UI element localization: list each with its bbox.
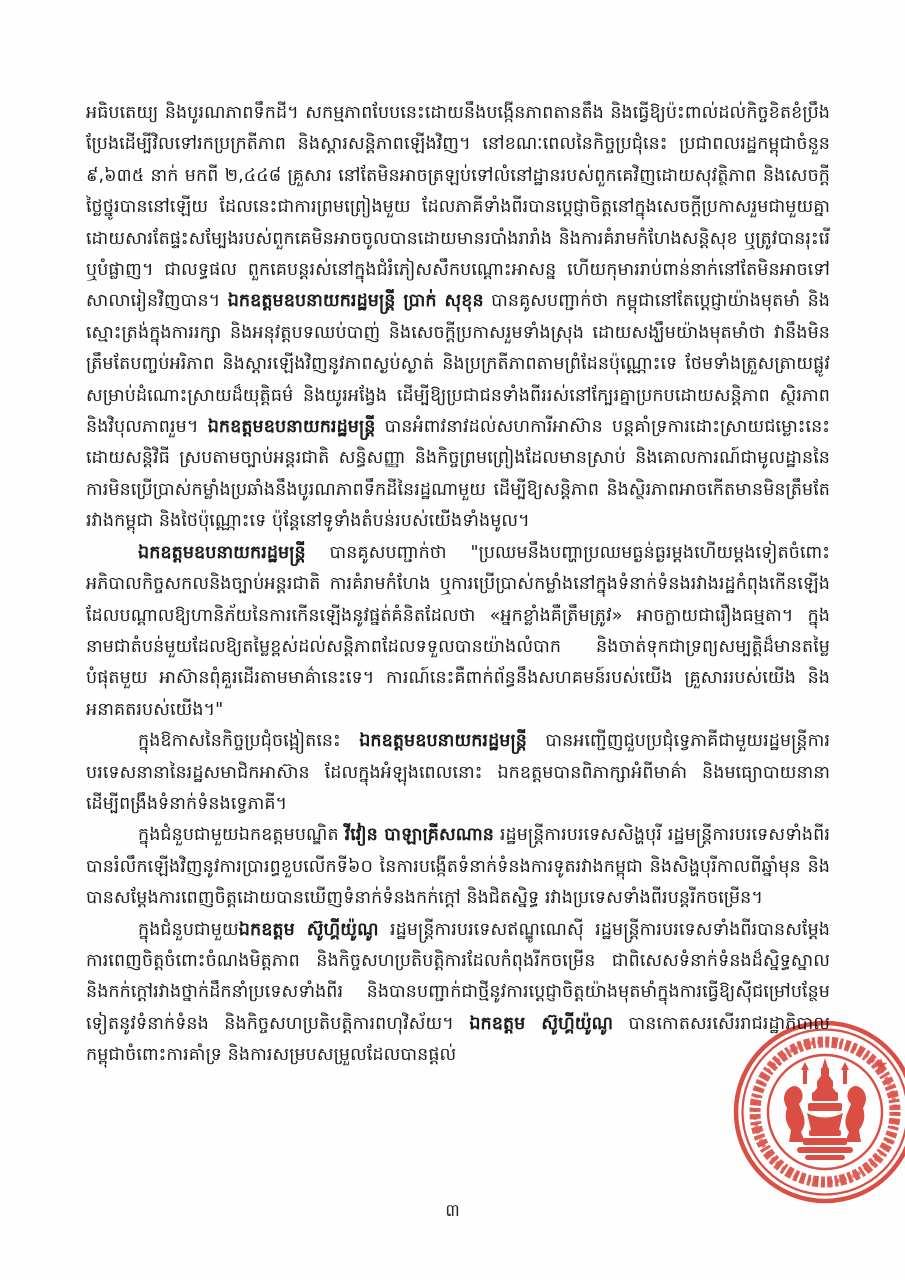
paragraph-1 [86,98,830,538]
text-segment: រដ្ឋមន្ត្រីការបរទេសឥណ្ឌូណេស៊ី រដ្ឋមន្ត្រីការបរទេសទាំងពីរបានសម្តែងការពេញចិត្តចំពោះចំណងមិត្តភាព និងកិច្ចសហប្រតិបត្តិការដែលកំពុងរីកចម្រើន ជាពិសេសទំនាក់ទំនងដ៏ស្និទ្ធស្នាល និងកក់ក្តៅរវាងថ្នាក់ដឹកនាំប្រទេសទាំងពីរ និងបានបញ្ជាក់ជាថ្មីនូវការប្តេជ្ញាចិត្តយ៉ាងមុតមាំក្នុងការធ្វើឱ្យស៊ីជម្រៅបន្ថែមទៀតនូវទំនាក់ទំនង និងកិច្ចសហប្រតិបត្តិការពហុវិស័យ។ [86,919,830,1034]
text-segment: បានកោតសរសើររាជរដ្ឋាភិបាលកម្ពុជាចំពោះការគាំទ្រ និងការសម្របសម្រួលដែលបានផ្តល់ [86,1013,830,1066]
text-segment: ក្នុងឱកាសនៃកិច្ចប្រជុំចង្អៀតនេះ [138,731,360,752]
document-body-text [86,98,830,1072]
paragraph-4 [86,820,830,914]
text-segment: បានអំពាវនាវដល់សហការីអាស៊ាន បន្តគាំទ្រការដោះស្រាយជម្លោះនេះដោយសន្តិវិធី ស្របតាមច្បាប់អន្តរជាតិ សន្ធិសញ្ញា និងកិច្ចព្រមព្រៀងដែលមានស្រាប់ និងគោលការណ៍ជាមូលដ្ឋាននៃការមិនប្រើប្រាស់កម្លាំងប្រឆាំងនឹងបូរណភាពទឹកដីនៃរដ្ឋណាមួយ ដើម្បីឱ្យសន្តិភាព និងស្ថិរភាពអាចកើតមានមិនត្រឹមតែរវាងកម្ពុជា និងថៃប៉ុណ្ណោះទេ ប៉ុន្តែនៅទូទាំងតំបន់របស់យើងទាំងមូល។ [86,417,830,532]
page-number: ៣ [445,1201,460,1221]
bold-name-segment: ឯកឧត្តមឧបនាយករដ្ឋមន្ត្រី ប្រាក់ សុខុន [227,291,484,312]
bold-name-segment: ឯកឧត្តមឧបនាយករដ្ឋមន្ត្រី [138,542,306,563]
bold-name-segment: ឯកឧត្តមឧបនាយករដ្ឋមន្ត្រី [359,731,527,752]
paragraph-5 [86,915,830,1072]
paragraph-2 [86,538,830,726]
bold-name-segment: ឯកឧត្តម ស៊ូហ្គីយ៉ូណូ [238,919,379,940]
text-segment: រដ្ឋមន្ត្រីការបរទេសសិង្ហបុរី រដ្ឋមន្ត្រីការបរទេសទាំងពីរ បានរំលឹកឡើងវិញនូវការប្រារព្ធខួបលើកទី៦០ នៃការបង្កើតទំនាក់ទំនងការទូតរវាងកម្ពុជា និងសិង្ហបុរីកាលពីឆ្នាំមុន និងបានសម្តែងការពេញចិត្តដោយបានឃើញទំនាក់ទំនងកក់ក្តៅ និងជិតស្និទ្ធ រវាងប្រទេសទាំងពីរបន្តរីកចម្រើន។ [86,825,830,909]
bold-name-segment: ឯកឧត្តមឧបនាយករដ្ឋមន្ត្រី [207,417,376,438]
bold-name-segment: ឯកឧត្តម ស៊ូហ្គីយ៉ូណូ [469,1013,614,1034]
text-segment: ក្នុងជំនួបជាមួយឯកឧត្តមបណ្ឌិត [138,825,345,846]
text-segment: អធិបតេយ្យ និងបូរណភាពទឹកដី។ សកម្មភាពបែបនេះដោយនឹងបង្កើនភាពតានតឹង និងធ្វើឱ្យប៉ះពាល់ដល់កិច្ចខិតខំប្រឹងប្រែងដើម្បីវិលទៅរកប្រក្រតីភាព និងស្តារសន្តិភាពឡើងវិញ។ នៅខណៈពេលនៃកិច្ចប្រជុំនេះ ប្រជាពលរដ្ឋកម្ពុជាចំនួន ៩,៦៣៥ នាក់ មកពី ២,៤៤៨ គ្រួសារ នៅតែមិនអាចត្រឡប់ទៅលំនៅដ្ឋានរបស់ពួកគេវិញដោយសុវត្ថិភាព និងសេចក្តីថ្លៃថ្នូរបាននៅឡើយ ដែលនេះជាការព្រមព្រៀងមួយ ដែលភាគីទាំងពីរបានប្តេជ្ញាចិត្តនៅក្នុងសេចក្តីប្រកាសរួមជាមួយគ្នា ដោយសារតែផ្ទះសម្បែងរបស់ពួកគេមិនអាចចូលបានដោយមានរបាំងរារាំង និងការគំរាមកំហែងសន្តិសុខ ឬត្រូវបានរុះរើ ឬបំផ្លាញ។ ជាលទ្ធផល ពួកគេបន្តរស់នៅក្នុងជំរំភៀសសឹកបណ្តោះអាសន្ន ហើយកុមាររាប់ពាន់នាក់នៅតែមិនអាចទៅសាលារៀនវិញបាន។ [86,103,830,312]
bold-name-segment: វីវៀន បាឡាគ្រីសណាន [344,825,494,846]
text-segment: ក្នុងជំនួបជាមួយ [138,919,239,940]
text-segment: បានគូសបញ្ជាក់ថា កម្ពុជានៅតែប្តេជ្ញាយ៉ាងមុតមាំ និងស្មោះត្រង់ក្នុងការរក្សា និងអនុវត្តបទឈប់បាញ់ និងសេចក្តីប្រកាសរួមទាំងស្រុង ដោយសង្ឃឹមយ៉ាងមុតមាំថា វានឹងមិនត្រឹមតែបញ្ចប់អរិភាព និងស្តារឡើងវិញនូវភាពស្ងប់ស្ងាត់ និងប្រក្រតីភាពតាមព្រំដែនប៉ុណ្ណោះទេ ថែមទាំងត្រួសត្រាយផ្លូវសម្រាប់ដំណោះស្រាយដ៏យុត្តិធម៌ និងយូរអង្វែង ដើម្បីឱ្យប្រជាជនទាំងពីររស់នៅក្បែរគ្នាប្រកបដោយសន្តិភាព ស្ថិរភាព និងវិបុលភាពរួម។ [86,291,830,438]
paragraph-3 [86,726,830,820]
text-segment: បានអញ្ជើញជួបប្រជុំទ្វេភាគីជាមួយរដ្ឋមន្ត្រីការបរទេសនានានៃរដ្ឋសមាជិកអាស៊ាន ដែលក្នុងអំឡុងពេលនោះ ឯកឧត្តមបានពិភាក្សាអំពីមាគ៌ា និងមធ្យោបាយនានា ដើម្បីពង្រឹងទំនាក់ទំនងទ្វេភាគី។ [86,731,830,814]
text-segment: បានគូសបញ្ជាក់ថា "ប្រឈមនឹងបញ្ហាប្រឈមធ្ងន់ធ្ងរម្តងហើយម្តងទៀតចំពោះអភិបាលកិច្ចសកលនិងច្បាប់អន្តរជាតិ ការគំរាមកំហែង ឬការប្រើប្រាស់កម្លាំងនៅក្នុងទំនាក់ទំនងរវាងរដ្ឋកំពុងកើនឡើង ដែលបណ្តាលឱ្យហានិភ័យនៃការកើនឡើងនូវផ្នត់គំនិតដែលថា «អ្នកខ្លាំងគឺត្រឹមត្រូវ» អាចក្លាយជារឿងធម្មតា។ ក្នុងនាមជាតំបន់មួយដែលឱ្យតម្លៃខ្ពស់ដល់សន្តិភាពដែលទទួលបានយ៉ាងលំបាក និងចាត់ទុកជាទ្រព្យសម្បត្តិដ៏មានតម្លៃបំផុតមួយ អាស៊ានពុំគួរដើរតាមមាគ៌ានេះទេ។ ការណ៍នេះគឺពាក់ព័ន្ធនឹងសហគមន៍របស់យើង គ្រួសាររបស់យើង និងអនាគតរបស់យើង។" [86,542,830,720]
